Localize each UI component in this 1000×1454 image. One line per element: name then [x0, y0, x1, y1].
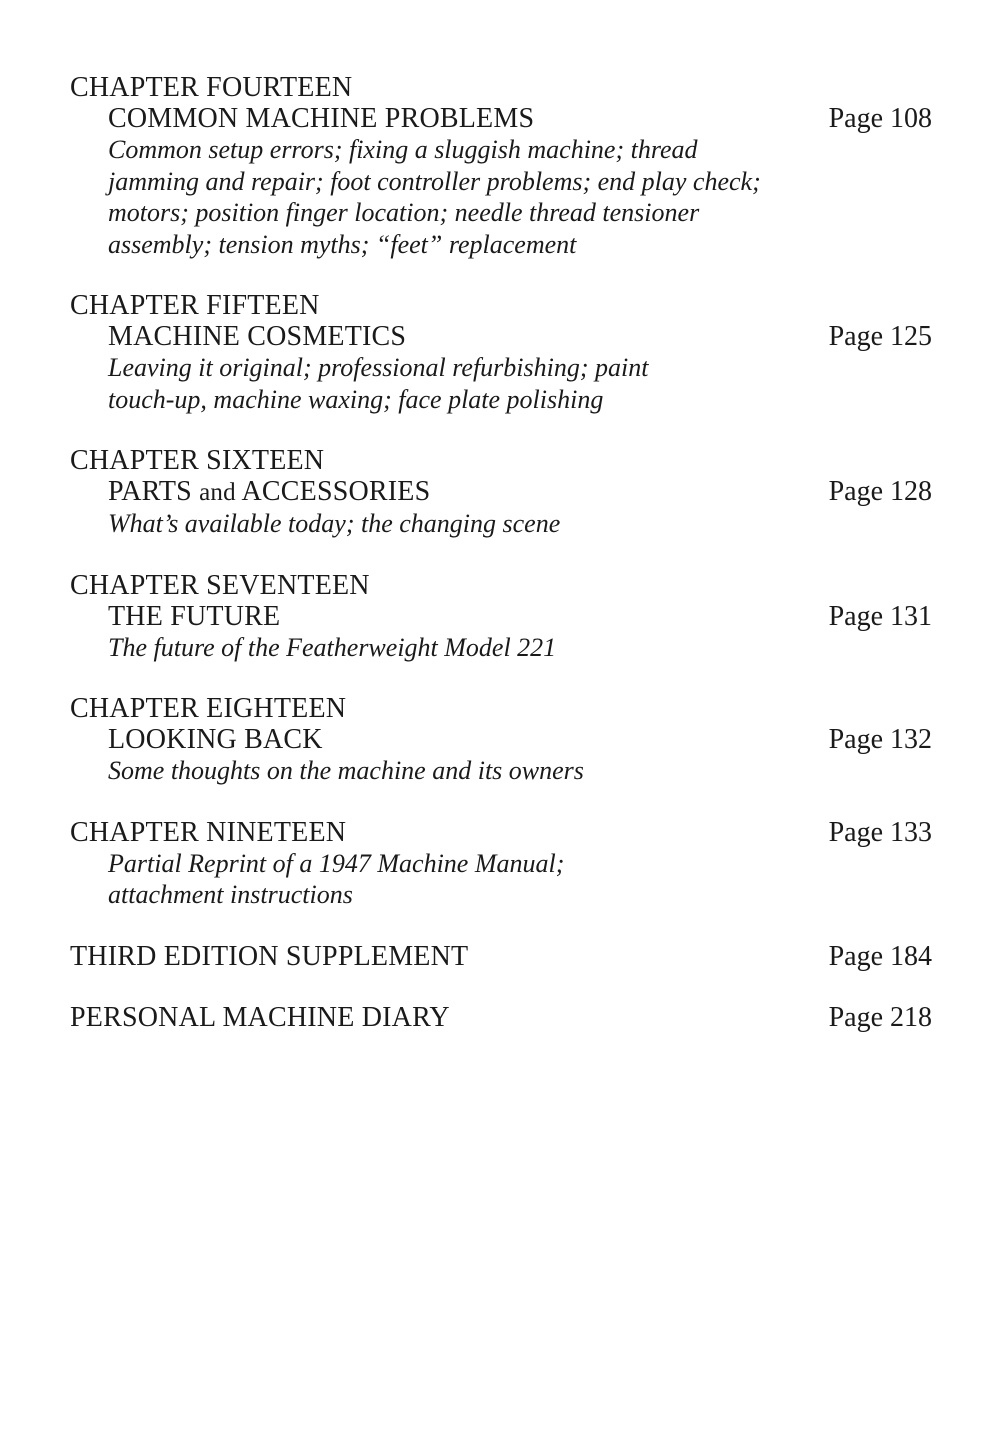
page-number: Page 132 — [828, 724, 932, 755]
chapter-title — [70, 476, 932, 508]
section-heading: PERSONAL MACHINE DIARY — [70, 1001, 450, 1033]
toc-entry-chapter-fifteen — [70, 290, 932, 415]
chapter-description-line: touch-up, machine waxing; face plate polishing — [108, 384, 604, 414]
page-number: Page 218 — [828, 1001, 932, 1033]
toc-entry-personal-machine-diary — [70, 1002, 932, 1033]
page-number: Page 131 — [828, 600, 932, 632]
page-number: Page 133 — [828, 816, 932, 848]
toc-entry-chapter-fourteen — [70, 72, 932, 260]
toc-entry-chapter-eighteen — [70, 693, 932, 787]
chapter-description-line: Partial Reprint of a 1947 Machine Manual; — [108, 848, 565, 878]
chapter-label: CHAPTER FOURTEEN — [70, 72, 353, 103]
chapter-description-line: Common setup errors; fixing a sluggish machine; thread — [108, 135, 698, 164]
chapter-description-line: attachment instructions — [108, 880, 353, 909]
chapter-description-line: Some thoughts on the machine and its owners — [108, 756, 584, 785]
chapter-description-line: What’s available today; the changing scene — [108, 509, 561, 538]
chapter-label: CHAPTER NINETEEN — [70, 816, 347, 848]
page-number: Page 108 — [828, 103, 932, 134]
chapter-label: CHAPTER SIXTEEN — [70, 445, 325, 476]
page-number: Page 184 — [828, 940, 932, 972]
table-of-contents — [70, 72, 932, 1063]
toc-entry-chapter-nineteen — [70, 817, 932, 911]
chapter-title-word: ACCESSORIES — [241, 476, 431, 507]
chapter-description-line: motors; position finger location; needle thread tensioner — [108, 198, 700, 227]
page-number: Page 125 — [828, 321, 932, 352]
page-number: Page 128 — [828, 476, 932, 507]
chapter-title: THE FUTURE — [108, 600, 281, 632]
chapter-title-word: and — [199, 479, 236, 506]
chapter-title: COMMON MACHINE PROBLEMS — [108, 103, 535, 134]
chapter-label: CHAPTER FIFTEEN — [70, 290, 320, 321]
chapter-label: CHAPTER SEVENTEEN — [70, 569, 370, 601]
chapter-title-word: PARTS — [108, 476, 192, 507]
toc-entry-chapter-sixteen — [70, 445, 932, 540]
chapter-label: CHAPTER EIGHTEEN — [70, 693, 347, 724]
chapter-description-line: Leaving it original; professional refurbishing; paint — [108, 353, 649, 382]
chapter-title: MACHINE COSMETICS — [108, 321, 407, 352]
chapter-description-line: assembly; tension myths; “feet” replacement — [108, 229, 577, 259]
toc-entry-third-edition-supplement — [70, 941, 932, 972]
chapter-description-line: The future of the Featherweight Model 221 — [108, 632, 557, 662]
toc-entry-chapter-seventeen — [70, 570, 932, 664]
section-heading: THIRD EDITION SUPPLEMENT — [70, 940, 469, 972]
chapter-description-line: jamming and repair; foot controller problems; end play check; — [108, 166, 761, 196]
chapter-title: LOOKING BACK — [108, 724, 323, 755]
